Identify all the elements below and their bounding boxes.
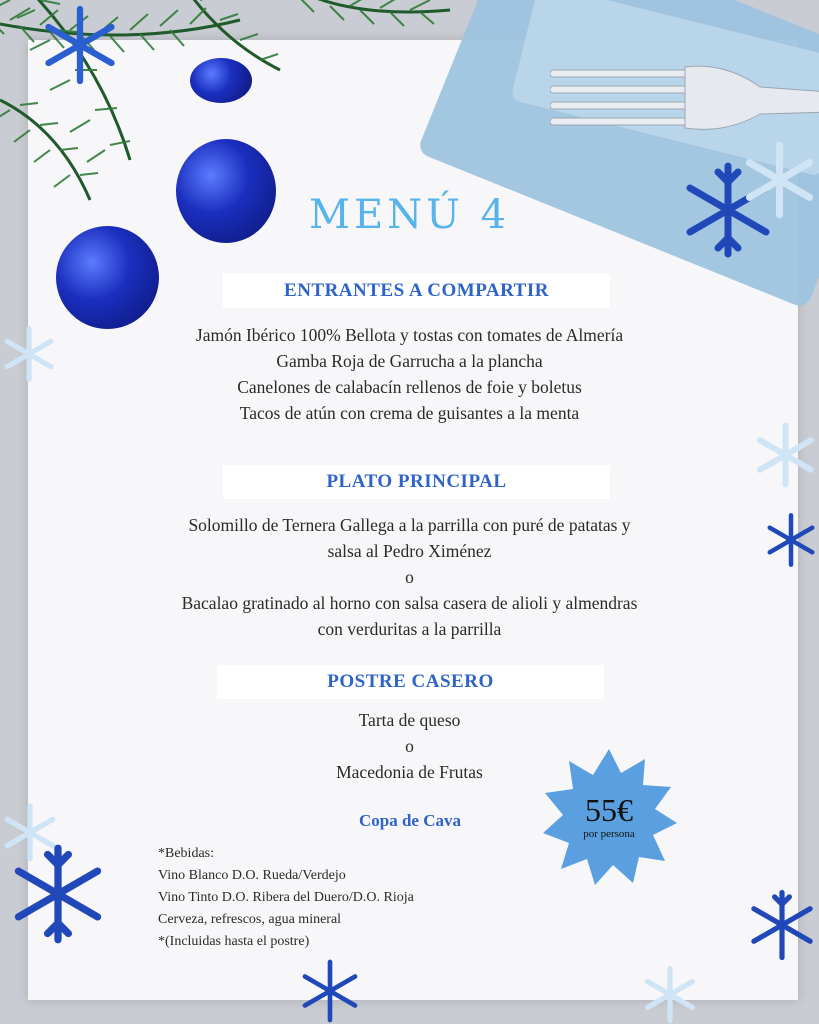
section-heading: PLATO PRINCIPAL — [223, 465, 610, 499]
cava-label: Copa de Cava — [358, 811, 461, 830]
menu-title: MENÚ 4 — [308, 192, 511, 238]
price-per: por persona — [583, 828, 635, 840]
price-amount: 55€ — [585, 792, 633, 828]
menu-item: o — [405, 736, 414, 756]
drinks-line: *(Incluidas hasta el postre) — [158, 934, 310, 949]
drinks-list — [158, 843, 414, 953]
price-badge — [540, 748, 678, 886]
menu-item: Tarta de queso — [358, 710, 461, 730]
menu-item: Tacos de atún con crema de guisantes a la menta — [239, 403, 580, 423]
section-heading: ENTRANTES A COMPARTIR — [223, 274, 610, 308]
section-items — [0, 322, 819, 426]
menu-item: Solomillo de Ternera Gallega a la parrilla con puré de patatas y — [188, 515, 631, 535]
drinks-line: Cerveza, refrescos, agua mineral — [158, 912, 342, 927]
menu-item: Canelones de calabacín rellenos de foie y boletus — [237, 377, 582, 397]
section-items — [0, 707, 819, 785]
drinks-line: *Bebidas: — [158, 846, 214, 861]
menu-item: salsa al Pedro Ximénez — [327, 541, 492, 561]
drinks-line: Vino Blanco D.O. Rueda/Verdejo — [158, 868, 346, 883]
menu-item: Macedonia de Frutas — [336, 762, 483, 782]
menu-item: Bacalao gratinado al horno con salsa casera de alioli y almendras — [181, 593, 638, 613]
menu-item: con verduritas a la parrilla — [317, 619, 502, 639]
drinks-line: Vino Tinto D.O. Ribera del Duero/D.O. Rioja — [158, 890, 414, 905]
section-items — [0, 512, 819, 642]
menu-item: Gamba Roja de Garrucha a la plancha — [276, 351, 543, 371]
section-heading: POSTRE CASERO — [217, 665, 604, 699]
menu-item: o — [405, 567, 414, 587]
menu-item: Jamón Ibérico 100% Bellota y tostas con tomates de Almería — [195, 325, 624, 345]
